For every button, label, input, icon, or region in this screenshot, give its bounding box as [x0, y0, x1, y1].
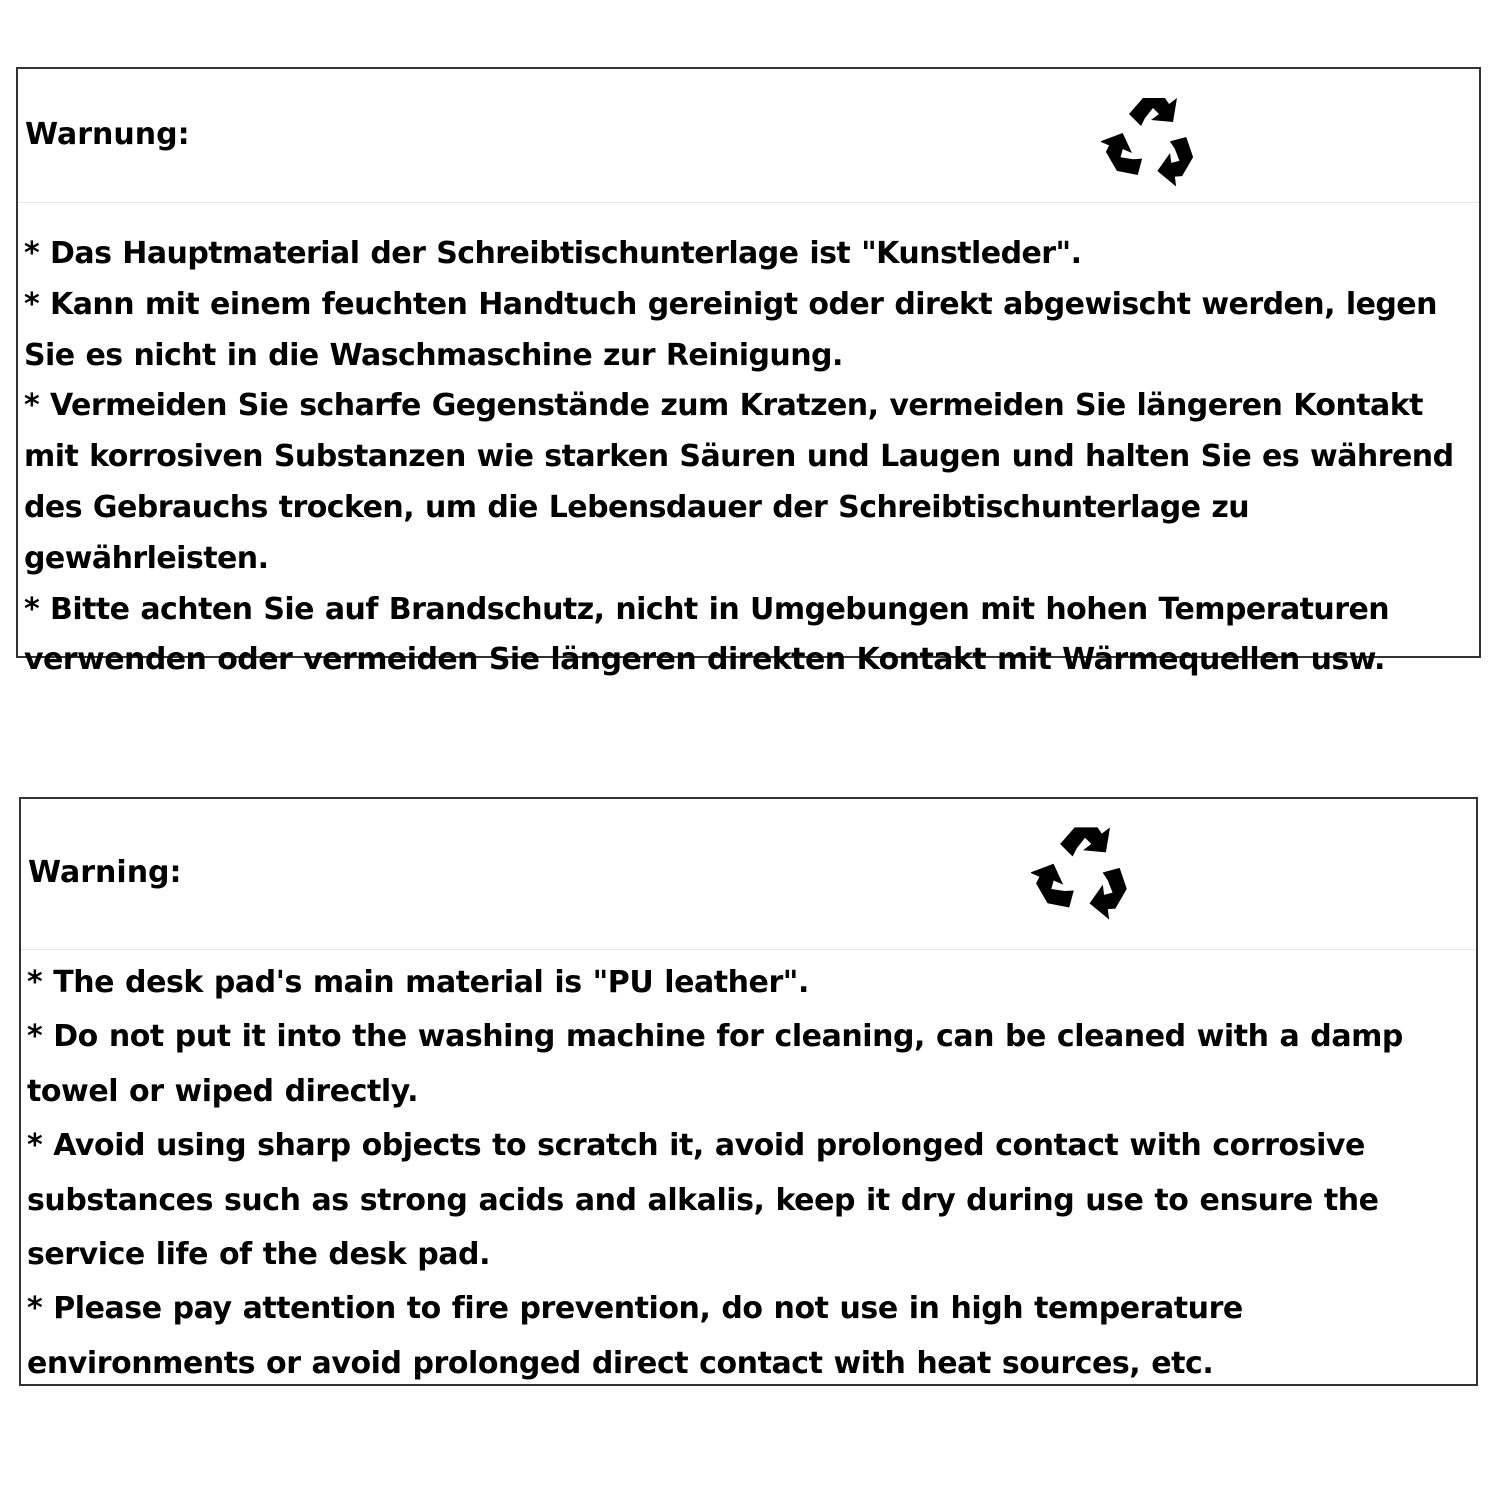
panel-header — [21, 799, 1476, 950]
warning-list — [27, 956, 1472, 1391]
recycle-icon — [1101, 88, 1201, 188]
warning-item: * Please pay attention to fire prevention, do not use in high temperature environments or avoid prolonged direct contact with heat sources, etc. — [27, 1291, 1243, 1381]
warning-item: * Das Hauptmaterial der Schreibtischunterlage ist "Kunstleder". — [24, 236, 1082, 271]
warning-item: * The desk pad's main material is "PU leather". — [27, 965, 809, 1000]
panel-title: Warning: — [28, 855, 182, 890]
warning-item: * Do not put it into the washing machine for cleaning, can be cleaned with a damp towel or wiped directly. — [27, 1019, 1403, 1109]
panel-title: Warnung: — [25, 117, 190, 152]
warning-item: * Avoid using sharp objects to scratch it, avoid prolonged contact with corrosive substances such as strong acids and alkalis, keep it dry during use to ensure the service life of the desk pad. — [27, 1128, 1379, 1273]
warning-item: * Vermeiden Sie scharfe Gegenstände zum Kratzen, vermeiden Sie längeren Kontakt mit korrosiven Substanzen wie starken Säuren und Laugen und halten Sie es während des Gebrauchs trocken, um die Lebensdauer der Schreibtischunterlage zu gewährleisten. — [24, 388, 1454, 576]
recycle-icon — [1031, 816, 1135, 922]
warning-panel-english — [19, 797, 1478, 1386]
warning-panel-german — [16, 67, 1481, 678]
panel-header — [18, 69, 1479, 203]
warning-item: * Kann mit einem feuchten Handtuch gereinigt oder direkt abgewischt werden, legen Sie es nicht in die Waschmaschine zur Reinigung. — [24, 286, 1437, 373]
warning-item: * Bitte achten Sie auf Brandschutz, nicht in Umgebungen mit hohen Temperaturen verwenden oder vermeiden Sie längeren direkten Kontakt mit Wärmequellen usw. — [24, 591, 1390, 678]
warning-list — [24, 229, 1475, 686]
